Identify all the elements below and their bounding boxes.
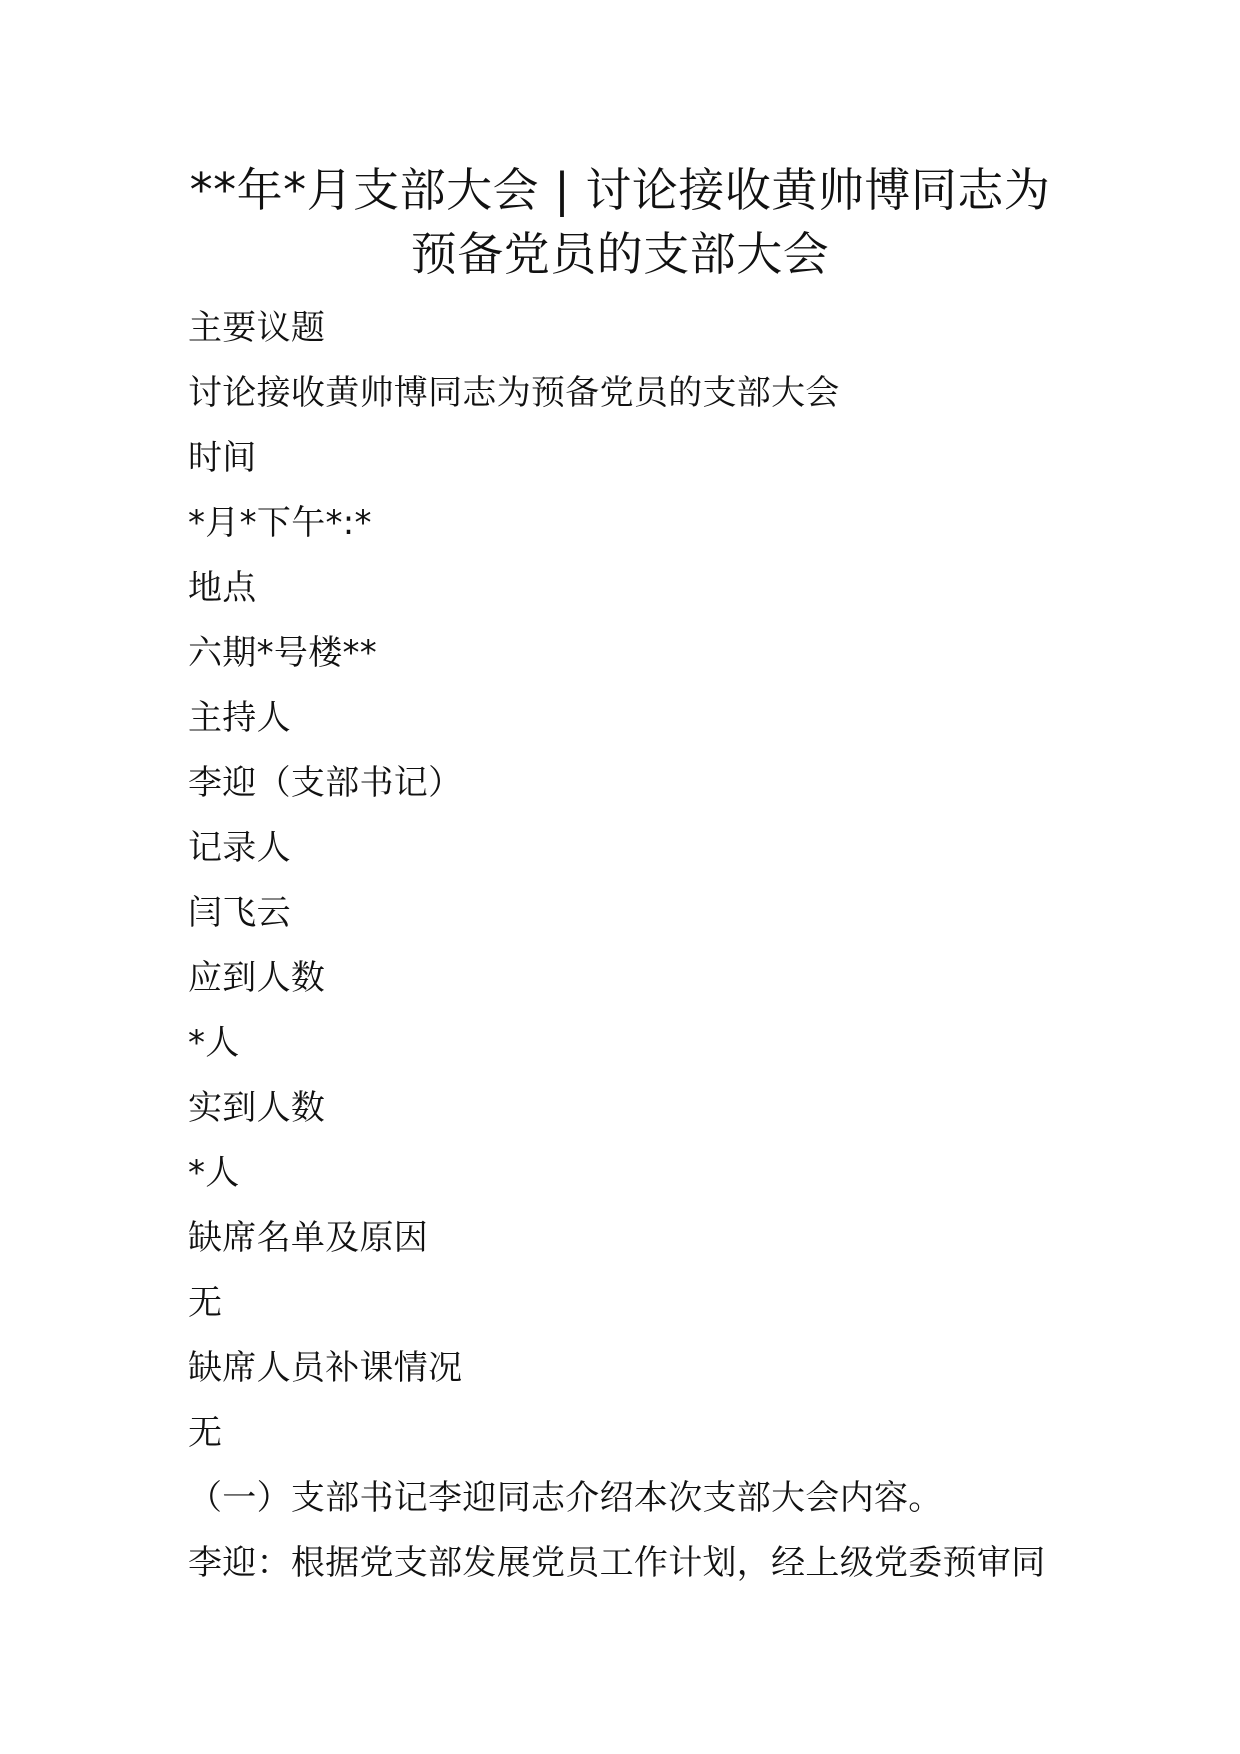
section-heading-recorder: 记录人 [188,828,291,868]
section-heading-host: 主持人 [188,698,291,738]
host-value: 李迎（支部书记） [188,763,463,803]
section-heading-actual-attendance: 实到人数 [188,1088,326,1128]
document-body [188,296,1088,1596]
time-value: *月*下午*:* [188,503,372,543]
makeup-value: 无 [188,1413,223,1453]
section-heading-absentees: 缺席名单及原因 [188,1218,429,1258]
title-line-2: 预备党员的支部大会 [410,227,830,281]
location-value: 六期*号楼** [188,633,378,673]
recorder-value: 闫飞云 [188,893,291,933]
title-line-1: **年*月支部大会 | 讨论接收黄帅博同志为 [189,163,1051,217]
section-heading-topic: 主要议题 [188,308,326,348]
section-heading-expected-attendance: 应到人数 [188,958,326,998]
section-heading-time: 时间 [188,438,257,478]
actual-attendance-value: *人 [188,1153,240,1193]
agenda-item-1: （一）支部书记李迎同志介绍本次支部大会内容。 [188,1478,943,1518]
section-heading-location: 地点 [188,568,257,608]
topic-value: 讨论接收黄帅博同志为预备党员的支部大会 [188,373,840,413]
expected-attendance-value: *人 [188,1023,240,1063]
speech-paragraph: 李迎：根据党支部发展党员工作计划，经上级党委预审同 [188,1543,1046,1583]
document-title [150,158,1090,286]
absentees-value: 无 [188,1283,223,1323]
section-heading-makeup: 缺席人员补课情况 [188,1348,463,1388]
